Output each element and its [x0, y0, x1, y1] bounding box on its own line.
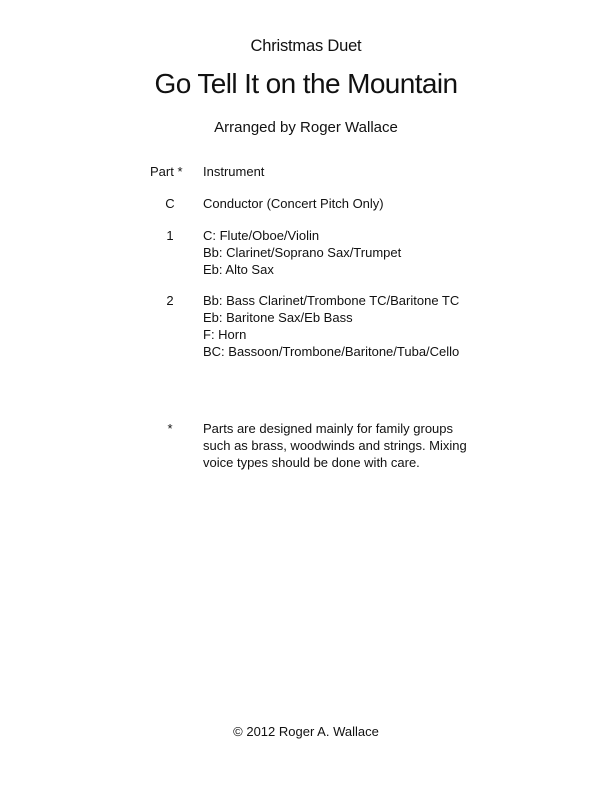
instrument-line: Eb: Baritone Sax/Eb Bass: [203, 310, 353, 325]
instrument-line: Conductor (Concert Pitch Only): [203, 196, 384, 211]
footnote-line: Parts are designed mainly for family groups: [203, 421, 454, 436]
footnote-marker: *: [167, 421, 173, 436]
arranger-credit: Arranged by Roger Wallace: [214, 119, 398, 136]
instrument-list: [203, 227, 583, 278]
instrument-line: Bb: Clarinet/Soprano Sax/Trumpet: [203, 245, 402, 260]
footnote-line: voice types should be done with care.: [203, 455, 420, 470]
part-label: 2: [166, 293, 174, 308]
instrument-line: BC: Bassoon/Trombone/Baritone/Tuba/Cello: [203, 344, 460, 359]
instrument-line: Bb: Bass Clarinet/Trombone TC/Baritone TC: [203, 293, 460, 308]
instrument-line: Eb: Alto Sax: [203, 262, 274, 277]
footnote-text: [203, 420, 583, 471]
copyright-notice: © 2012 Roger A. Wallace: [233, 724, 379, 739]
part-column-header: Part *: [150, 164, 183, 179]
instrument-list: [203, 195, 583, 212]
instrument-line: C: Flute/Oboe/Violin: [203, 228, 320, 243]
instrument-list: [203, 292, 583, 360]
footnote-line: such as brass, woodwinds and strings. Mixing: [203, 438, 467, 453]
instrument-line: F: Horn: [203, 327, 247, 342]
part-label: C: [165, 196, 175, 211]
instrument-column-header: Instrument: [203, 164, 265, 179]
page-subtitle: Christmas Duet: [250, 37, 362, 55]
page-title: Go Tell It on the Mountain: [154, 68, 458, 99]
part-label: 1: [166, 228, 174, 243]
